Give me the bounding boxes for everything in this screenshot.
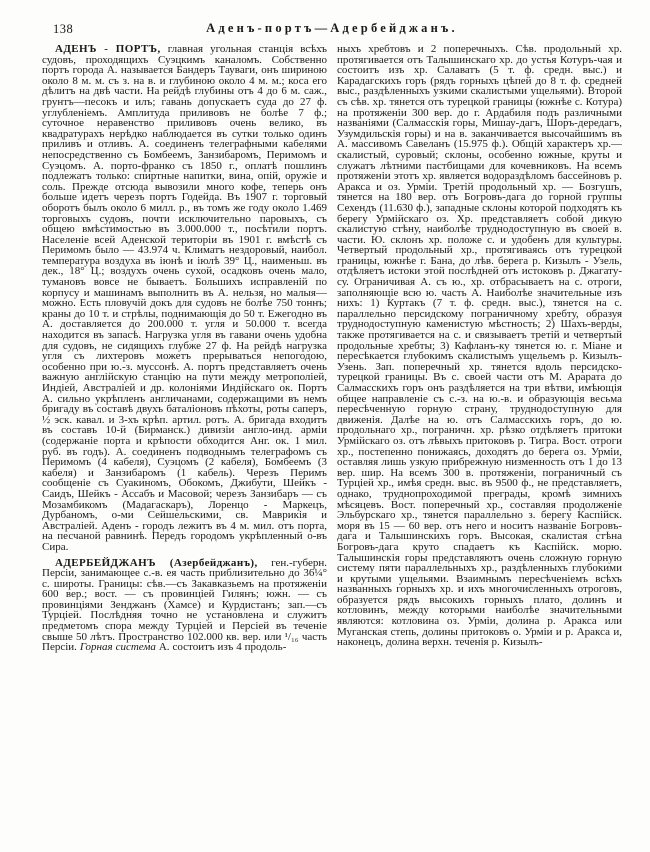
- page-header: [42, 21, 622, 37]
- headword-aden-port: АДЕНЪ - ПОРТЪ,: [55, 44, 161, 55]
- article-aderbeidzhan-body-start: ген.-губерн. Персіи, занимающее с.-в. ея часть приблизительно до 36¼° с. широты. Границы: сѣв.—съ Закавказьемъ на протяженіи 600 вер.; вост. — съ провинціей Гилянъ; южн. — съ провинціями Зенджанъ (Хамсе) и Курдистанъ; зап.—съ Турціей. Послѣдняя точно не установлена и служитъ предметомъ спора между Турціей и Персіей въ теченіе свыше 50 лѣтъ. Пространство 102.000 кв. вер. или ¹/₁₆ часть Персіи.: [42, 556, 327, 654]
- article-aden-port-body: главная угольная станція всѣхъ судовъ, проходящихъ Суэцкимъ каналомъ. Собственно портъ города А. называется Бандеръ Тауваги, онъ шириною около 8 м. м. съ з. на в. и глубиною около 4 м. м.; коса его дѣлитъ на двѣ части. На рейдѣ глубины отъ 4 до 6 м. саж., грунтъ—песокъ и илъ; гавань допускаетъ суда до 27 ф. углубленіемъ. Амплитуда приливовъ не болѣе 7 ф.; суточное неравенство приливовъ очень велико, въ квадратурахъ нерѣдко наблюдается въ сутки только одинъ приливъ и отливъ. А. соединенъ телеграфными кабелями непосредственно съ Бомбеемъ, Занзибаромъ, Перимомъ и Суэцомъ. А. порто-франко съ 1850 г., оплатѣ пошлинъ подлежатъ только: спиртные напитки, вина, опій, оружіе и соль. Прежде отсюда вывозили много кофе, теперь онъ больше идетъ черезъ портъ Годейда. Въ 1907 г. торговый оборотъ былъ около 6 милл. р., въ томъ же году около 1.469 торговыхъ судовъ, почти исключительно паровыхъ, съ общею вмѣстимостью въ 3.000.000 т., посѣтили портъ. Населеніе всей Аденской територіи въ 1901 г. вмѣстѣ съ Перимомъ было — 43.974 ч. Климатъ нездоровый, наибол. температура воздуха въ іюнѣ и іюлѣ 39° Ц., наименьш. въ дек., 18° Ц.; воздухъ очень сухой, осадковъ очень мало, тумановъ вовсе не бываетъ. Большихъ исправленій по корпусу и машинамъ выполнить въ А. нельзя, но малыя—можно. Есть пловучій докъ для судовъ не болѣе 750 тоннъ; краны до 10 т. и стрѣлы, поднимающія до 50 т. Ежегодно въ А. доставляется до 200.000 т. угля и 50.000 т. всегда находится въ запасѣ. Нагрузка угля въ гавани очень удобна для судовъ, не сидящихъ глубже 27 ф. На рейдѣ нагрузка угля съ лихтеровъ можетъ прерываться непогодою, особенно при ю.-з. муссонѣ. А. портъ представляетъ очень важную англійскую станцію на пути между метрополіей, Индіей, Австраліей и др. колоніями Индійскаго ок. Портъ А. сильно укрѣпленъ англичанами, содержащими въ немъ бригаду въ составѣ двухъ баталіоновъ пѣхоты, роты саперъ, ½ эск. кавал. и 3-хъ крѣп. артил. ротъ. А. бригада входитъ въ составъ 10-й (Бирманск.) дивизіи англо-инд. арміи (содержаніе порта и крѣпости обходится Анг. ок. 1 мил. руб. въ годъ). А. соединенъ подводнымъ телеграфомъ съ Перимомъ (4 кабеля), Суэцомъ (2 кабеля), Бомбеемъ (3 кабеля) и Занзибаромъ (1 кабель). Черезъ Перимъ сообщеніе съ Суакиномъ, Обокомъ, Джибути, Шейкъ - Саидъ, Шейкъ - Ассабъ и Масовой; черезъ Занзибаръ — съ Мозамбикомъ (Мадагаскаръ), Лоренцо - Маркецъ, Дурбаномъ, о-ми Сейшельскими, св. Маврикія и Австраліей. Аденъ - городъ лежитъ въ 4 м. мил. отъ порта, на песчаной равнинѣ. Передъ городомъ укрѣпленный о-въ Сира.: [42, 44, 327, 553]
- headword-aderbeidzhan: АДЕРБЕЙДЖАНЪ (Азербейджанъ),: [55, 556, 258, 569]
- text-columns: [42, 44, 622, 808]
- right-column: [337, 44, 622, 808]
- left-column: [42, 44, 327, 808]
- section-title-mountain-system: Горная система: [79, 641, 156, 654]
- article-aden-port: [42, 44, 327, 553]
- article-aderbeidzhan-continuation: ныхъ хребтовъ и 2 поперечныхъ. Сѣв. продольный хр. протягивается отъ Талышинскаго хр. до устья Котуръ-чая и состоитъ изъ хр. Салаватъ (5 т. ф. средн. выс.) и Карадагскихъ горъ (рядъ горныхъ цѣпей до 8 т. ф. средней выс., раздѣленныхъ узкими скалистыми ущельями). Второй съ сѣв. хр. тянется отъ турецкой границы (южнѣе с. Котура) на протяженіи 300 вер. до г. Ардабиля подъ различными названіями (Салмасскія горы, Мишау-дагъ, Шоръ-дередагъ, Узумдильскія горы) и на в. заканчивается высочайшимъ въ А. массивомъ Савеланъ (15.975 ф.). Общій характеръ хр.—скалистый, суровый; склоны, особенно южные, круты и служатъ лѣтними пастбищами для кочевниковъ. На всемъ протяженіи этотъ хр. является водораздѣломъ бассейновъ р. Аракса и оз. Урміи. Третій продольный хр. — Бозгушъ, тянется на 180 вер. отъ Богровъ-дага до горной группы Сехендъ (11.630 ф.), западные склоны которой подходятъ къ берегу Урмійскаго оз. Хр. представляетъ собой дикую скалистую стѣну, наиболѣе труднодоступную въ своей в. части. Ю. склонъ хр. положе с. и удобенъ для культуры. Четвертый продольный хр., протягиваясь отъ турецкой границы, южнѣе г. Бана, до лѣв. берега р. Кизылъ - Узель, отдѣляетъ истоки этой послѣдней отъ истоковъ р. Джагату-су. Ограничивая А. съ ю., хр. отбрасываетъ на с. отроги, заполняющіе всю ю. часть А. Наиболѣе значительные изъ нихъ: 1) Куртакъ (7 т. ф. средн. выс.), тянется на с. параллельно персидскому пограничному хребту, образуя труднодоступную каменистую мѣстность; 2) Шахъ-верды, также протягивается на с. и связываетъ третій и четвертый продольные хребты; 3) Кафланъ-ку тянется ю. г. Міане и пересѣкается глубокимъ скалистымъ ущельемъ р. Кизылъ-Узень. Зап. поперечный хр. тянется вдоль персидско-турецкой границы. Въ с. своей части отъ М. Арарата до Салмасскихъ горъ онъ раздѣляется на три вѣтви, имѣющія общее направленіе съ с.-з. на ю.-в. и образующія весьма пересѣченную горную страну, труднодоступную для движенія. Далѣе на ю. отъ Салмасскихъ горъ, до ю. продольнаго хр., пограничн. хр. рѣзко отдѣляетъ притоки Урмійскаго оз. отъ лѣвыхъ притоковъ р. Тигра. Вост. отроги хр., постепенно понижаясь, доходятъ до берега оз. Урміи, оставляя лишь узкую прибрежную низменность отъ 1 до 13 вер. шир. На всемъ 300 в. протяженіи, пограничный съ Турціей хр., имѣя средн. выс. въ 9500 ф., не представляетъ, однако, труднопроходимой преграды, кромѣ зимнихъ мѣсяцевъ. Вост. поперечный хр., составляя продолженіе Эльбурскаго хр., тянется параллельно з. берегу Каспійск. моря въ 15 — 60 вер. отъ него и носитъ названіе Богровъ-дага и Талышинскихъ горъ. Высокая, скалистая стѣна Богровъ-дага круто спадаетъ къ Каспійск. морю. Талышинскія горы представляютъ очень сложную горную систему пяти параллельныхъ хр., раздѣленныхъ глубокими и крутыми ущельями. Взаимнымъ пересѣченіемъ всѣхъ названныхъ горныхъ хр. и ихъ многочисленныхъ отроговъ, образуется рядъ высокихъ горныхъ плато, долинъ и котловинъ, между которыми наиболѣе значительными являются: котловина оз. Урміи, долина р. Аракса или Муганская степь, долины притоковъ о. Урміи и р. Аракса и, наконецъ, долина верхн. теченія р. Кизылъ-: [337, 44, 622, 649]
- page-number: 138: [53, 22, 74, 36]
- running-title: Аденъ-портъ—Адербейджанъ.: [206, 21, 458, 35]
- article-aderbeidzhan: [42, 558, 327, 653]
- article-aderbeidzhan-body-after-italic: А. состоитъ изъ 4 продоль-: [158, 641, 287, 654]
